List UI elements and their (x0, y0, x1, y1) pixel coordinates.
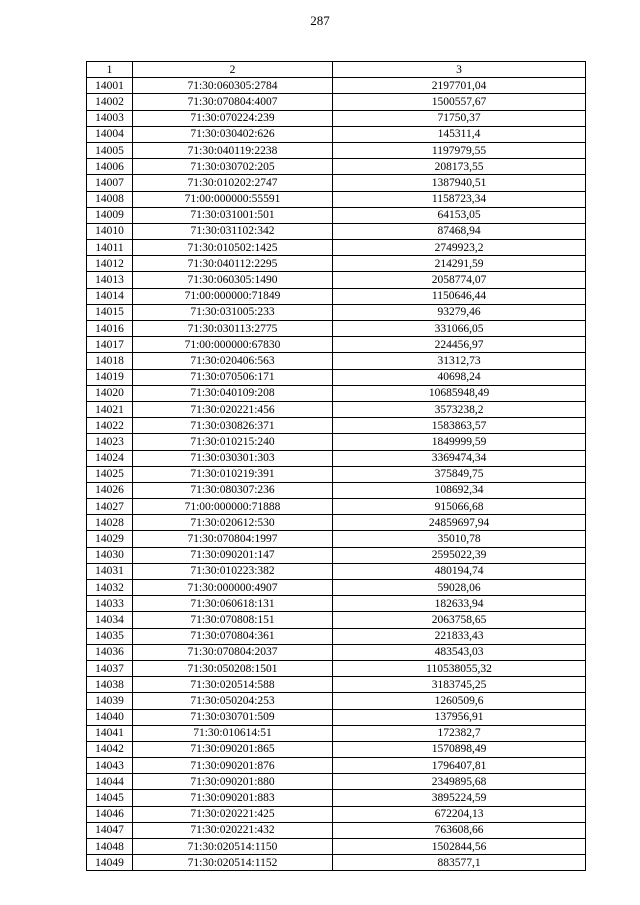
value-cell: 331066,05 (333, 321, 586, 337)
row-number-cell: 14014 (87, 288, 133, 304)
page-number: 287 (310, 13, 330, 28)
cadastral-number-cell: 71:30:010215:240 (133, 434, 333, 450)
value-cell: 145311,4 (333, 126, 586, 142)
row-number-cell: 14033 (87, 596, 133, 612)
cadastral-number-cell: 71:30:090201:147 (133, 547, 333, 563)
cadastral-number-cell: 71:30:020221:456 (133, 401, 333, 417)
cadastral-number-cell: 71:30:030702:205 (133, 159, 333, 175)
cadastral-number-cell: 71:30:020612:530 (133, 515, 333, 531)
cadastral-number-cell: 71:30:060618:131 (133, 596, 333, 612)
cadastral-number-cell: 71:30:030301:303 (133, 450, 333, 466)
row-number-cell: 14044 (87, 774, 133, 790)
row-number-cell: 14030 (87, 547, 133, 563)
table-row (87, 256, 586, 272)
table-row (87, 660, 586, 676)
cadastral-number-cell: 71:30:060305:2784 (133, 78, 333, 94)
value-cell: 1849999,59 (333, 434, 586, 450)
value-cell: 3573238,2 (333, 401, 586, 417)
table-row (87, 191, 586, 207)
table-row (87, 240, 586, 256)
value-cell: 1796407,81 (333, 758, 586, 774)
cadastral-number-cell: 71:30:010202:2747 (133, 175, 333, 191)
cadastral-number-cell: 71:30:070804:2037 (133, 644, 333, 660)
value-cell: 214291,59 (333, 256, 586, 272)
row-number-cell: 14019 (87, 369, 133, 385)
table-row (87, 418, 586, 434)
value-cell: 10685948,49 (333, 385, 586, 401)
registry-table (86, 61, 586, 871)
row-number-cell: 14009 (87, 207, 133, 223)
cadastral-number-cell: 71:30:000000:4907 (133, 580, 333, 596)
value-cell: 224456,97 (333, 337, 586, 353)
value-cell: 93279,46 (333, 304, 586, 320)
value-cell: 915066,68 (333, 499, 586, 515)
table-row (87, 580, 586, 596)
cadastral-number-cell: 71:30:050204:253 (133, 693, 333, 709)
value-cell: 1158723,34 (333, 191, 586, 207)
table-row (87, 401, 586, 417)
row-number-cell: 14012 (87, 256, 133, 272)
cadastral-number-cell: 71:30:020514:588 (133, 677, 333, 693)
cadastral-number-cell: 71:30:040119:2238 (133, 142, 333, 158)
table-row (87, 450, 586, 466)
value-cell: 2595022,39 (333, 547, 586, 563)
row-number-cell: 14025 (87, 466, 133, 482)
value-cell: 1583863,57 (333, 418, 586, 434)
row-number-cell: 14015 (87, 304, 133, 320)
row-number-cell: 14007 (87, 175, 133, 191)
table-row (87, 434, 586, 450)
table-row (87, 758, 586, 774)
column-header-2: 2 (133, 62, 333, 78)
value-cell: 1150646,44 (333, 288, 586, 304)
table-row (87, 321, 586, 337)
row-number-cell: 14045 (87, 790, 133, 806)
table-row (87, 628, 586, 644)
cadastral-number-cell: 71:30:060305:1490 (133, 272, 333, 288)
row-number-cell: 14026 (87, 482, 133, 498)
cadastral-number-cell: 71:30:030113:2775 (133, 321, 333, 337)
value-cell: 1570898,49 (333, 741, 586, 757)
table-row (87, 385, 586, 401)
value-cell: 3183745,25 (333, 677, 586, 693)
table-row (87, 466, 586, 482)
value-cell: 1197979,55 (333, 142, 586, 158)
row-number-cell: 14028 (87, 515, 133, 531)
value-cell: 883577,1 (333, 855, 586, 871)
row-number-cell: 14006 (87, 159, 133, 175)
cadastral-number-cell: 71:30:090201:883 (133, 790, 333, 806)
table-row (87, 337, 586, 353)
cadastral-number-cell: 71:30:020514:1152 (133, 855, 333, 871)
row-number-cell: 14005 (87, 142, 133, 158)
cadastral-number-cell: 71:30:020514:1150 (133, 839, 333, 855)
value-cell: 221833,43 (333, 628, 586, 644)
cadastral-number-cell: 71:30:010502:1425 (133, 240, 333, 256)
cadastral-number-cell: 71:30:090201:876 (133, 758, 333, 774)
cadastral-number-cell: 71:30:020221:425 (133, 806, 333, 822)
value-cell: 110538055,32 (333, 660, 586, 676)
value-cell: 208173,55 (333, 159, 586, 175)
value-cell: 71750,37 (333, 110, 586, 126)
table-row (87, 725, 586, 741)
cadastral-number-cell: 71:30:030826:371 (133, 418, 333, 434)
table-row (87, 839, 586, 855)
value-cell: 59028,06 (333, 580, 586, 596)
table-row (87, 78, 586, 94)
table-row (87, 677, 586, 693)
table-row (87, 94, 586, 110)
table-row (87, 774, 586, 790)
row-number-cell: 14021 (87, 401, 133, 417)
table-row (87, 175, 586, 191)
cadastral-number-cell: 71:30:030402:626 (133, 126, 333, 142)
row-number-cell: 14011 (87, 240, 133, 256)
row-number-cell: 14040 (87, 709, 133, 725)
table-body (87, 78, 586, 871)
row-number-cell: 14008 (87, 191, 133, 207)
cadastral-number-cell: 71:30:090201:880 (133, 774, 333, 790)
table-row (87, 126, 586, 142)
value-cell: 3369474,34 (333, 450, 586, 466)
row-number-cell: 14037 (87, 660, 133, 676)
table-row (87, 515, 586, 531)
cadastral-number-cell: 71:00:000000:71888 (133, 499, 333, 515)
cadastral-number-cell: 71:30:030701:509 (133, 709, 333, 725)
cadastral-number-cell: 71:30:031005:233 (133, 304, 333, 320)
value-cell: 64153,05 (333, 207, 586, 223)
value-cell: 108692,34 (333, 482, 586, 498)
table-row (87, 110, 586, 126)
cadastral-number-cell: 71:30:031102:342 (133, 223, 333, 239)
row-number-cell: 14027 (87, 499, 133, 515)
table-row (87, 531, 586, 547)
table-row (87, 369, 586, 385)
table-row (87, 612, 586, 628)
cadastral-number-cell: 71:00:000000:71849 (133, 288, 333, 304)
cadastral-number-cell: 71:30:070804:1997 (133, 531, 333, 547)
column-header-3: 3 (333, 62, 586, 78)
value-cell: 672204,13 (333, 806, 586, 822)
cadastral-number-cell: 71:30:020221:432 (133, 822, 333, 838)
table-row (87, 693, 586, 709)
value-cell: 2197701,04 (333, 78, 586, 94)
cadastral-number-cell: 71:30:050208:1501 (133, 660, 333, 676)
cadastral-number-cell: 71:30:090201:865 (133, 741, 333, 757)
cadastral-number-cell: 71:30:080307:236 (133, 482, 333, 498)
cadastral-number-cell: 71:30:070506:171 (133, 369, 333, 385)
row-number-cell: 14039 (87, 693, 133, 709)
row-number-cell: 14017 (87, 337, 133, 353)
value-cell: 40698,24 (333, 369, 586, 385)
table-row (87, 709, 586, 725)
table-row (87, 288, 586, 304)
cadastral-number-cell: 71:30:040109:208 (133, 385, 333, 401)
cadastral-number-cell: 71:00:000000:55591 (133, 191, 333, 207)
table-row (87, 547, 586, 563)
value-cell: 3895224,59 (333, 790, 586, 806)
value-cell: 2058774,07 (333, 272, 586, 288)
row-number-cell: 14010 (87, 223, 133, 239)
value-cell: 2749923,2 (333, 240, 586, 256)
table-row (87, 482, 586, 498)
table-row (87, 304, 586, 320)
value-cell: 1387940,51 (333, 175, 586, 191)
table-row (87, 272, 586, 288)
table-row (87, 207, 586, 223)
row-number-cell: 14042 (87, 741, 133, 757)
table-row (87, 790, 586, 806)
row-number-cell: 14002 (87, 94, 133, 110)
table-row (87, 644, 586, 660)
row-number-cell: 14034 (87, 612, 133, 628)
cadastral-number-cell: 71:30:031001:501 (133, 207, 333, 223)
table-row (87, 596, 586, 612)
cadastral-number-cell: 71:30:070808:151 (133, 612, 333, 628)
row-number-cell: 14004 (87, 126, 133, 142)
row-number-cell: 14049 (87, 855, 133, 871)
cadastral-number-cell: 71:30:010219:391 (133, 466, 333, 482)
row-number-cell: 14018 (87, 353, 133, 369)
column-header-1: 1 (87, 62, 133, 78)
value-cell: 24859697,94 (333, 515, 586, 531)
value-cell: 172382,7 (333, 725, 586, 741)
row-number-cell: 14013 (87, 272, 133, 288)
table-row (87, 563, 586, 579)
cadastral-number-cell: 71:00:000000:67830 (133, 337, 333, 353)
value-cell: 480194,74 (333, 563, 586, 579)
table-row (87, 159, 586, 175)
value-cell: 375849,75 (333, 466, 586, 482)
table-row (87, 822, 586, 838)
cadastral-number-cell: 71:30:040112:2295 (133, 256, 333, 272)
value-cell: 1502844,56 (333, 839, 586, 855)
value-cell: 1500557,67 (333, 94, 586, 110)
row-number-cell: 14036 (87, 644, 133, 660)
value-cell: 2349895,68 (333, 774, 586, 790)
cadastral-number-cell: 71:30:070804:4007 (133, 94, 333, 110)
value-cell: 2063758,65 (333, 612, 586, 628)
value-cell: 35010,78 (333, 531, 586, 547)
cadastral-number-cell: 71:30:010223:382 (133, 563, 333, 579)
row-number-cell: 14022 (87, 418, 133, 434)
table-row (87, 855, 586, 871)
value-cell: 763608,66 (333, 822, 586, 838)
row-number-cell: 14016 (87, 321, 133, 337)
row-number-cell: 14043 (87, 758, 133, 774)
row-number-cell: 14032 (87, 580, 133, 596)
value-cell: 1260509,6 (333, 693, 586, 709)
row-number-cell: 14024 (87, 450, 133, 466)
row-number-cell: 14041 (87, 725, 133, 741)
row-number-cell: 14001 (87, 78, 133, 94)
row-number-cell: 14047 (87, 822, 133, 838)
row-number-cell: 14031 (87, 563, 133, 579)
row-number-cell: 14029 (87, 531, 133, 547)
row-number-cell: 14038 (87, 677, 133, 693)
table-row (87, 353, 586, 369)
table-header-row (87, 62, 586, 78)
value-cell: 87468,94 (333, 223, 586, 239)
row-number-cell: 14035 (87, 628, 133, 644)
table-row (87, 499, 586, 515)
table-row (87, 223, 586, 239)
cadastral-number-cell: 71:30:070804:361 (133, 628, 333, 644)
value-cell: 483543,03 (333, 644, 586, 660)
row-number-cell: 14023 (87, 434, 133, 450)
cadastral-number-cell: 71:30:010614:51 (133, 725, 333, 741)
cadastral-number-cell: 71:30:070224:239 (133, 110, 333, 126)
value-cell: 182633,94 (333, 596, 586, 612)
row-number-cell: 14003 (87, 110, 133, 126)
cadastral-number-cell: 71:30:020406:563 (133, 353, 333, 369)
row-number-cell: 14048 (87, 839, 133, 855)
table-row (87, 806, 586, 822)
row-number-cell: 14046 (87, 806, 133, 822)
table-row (87, 741, 586, 757)
value-cell: 137956,91 (333, 709, 586, 725)
value-cell: 31312,73 (333, 353, 586, 369)
table-row (87, 142, 586, 158)
row-number-cell: 14020 (87, 385, 133, 401)
